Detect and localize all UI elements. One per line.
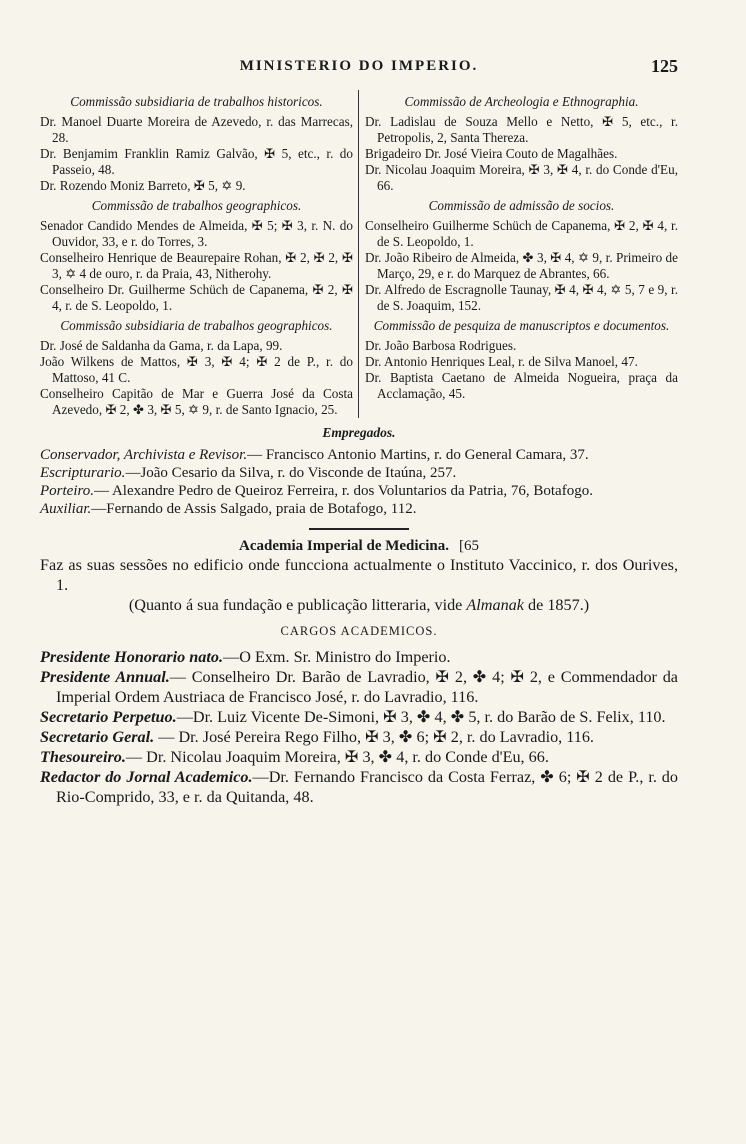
two-column-section <box>40 90 678 418</box>
section-title: Commissão subsidiaria de trabalhos historicos. <box>70 94 323 109</box>
section-title: Commissão de Archeologia e Ethnographia. <box>404 94 639 109</box>
role-label: Redactor do Jornal Academico. <box>40 768 253 786</box>
role-label: Presidente Annual. <box>40 668 170 686</box>
list-item: Dr. José de Saldanha da Gama, r. da Lapa, 99. <box>40 338 283 353</box>
list-item: Escripturario.—João Cesario da Silva, r. do Visconde de Itaúna, 257. <box>40 465 457 481</box>
section-title: Commissão de trabalhos geographicos. <box>91 198 302 213</box>
list-item: Secretario Geral. — Dr. José Pereira Rego Filho, ✠ 3, ✤ 6; ✠ 2, r. do Lavradio, 116. <box>40 728 594 746</box>
list-item: João Wilkens de Mattos, ✠ 3, ✠ 4; ✠ 2 de P., r. do Mattoso, 41 C. <box>40 354 353 385</box>
list-item: Porteiro.— Alexandre Pedro de Queiroz Ferreira, r. dos Voluntarios da Patria, 76, Botafogo. <box>40 483 593 499</box>
academia-title: Academia Imperial de Medicina. [65 <box>239 538 479 554</box>
role-label: Presidente Honorario nato. <box>40 648 224 666</box>
academia-section <box>40 555 678 807</box>
paragraph: (Quanto á sua fundação e publicação litteraria, vide Almanak de 1857.) <box>128 596 590 614</box>
section-title: Commissão subsidiaria de trabalhos geographicos. <box>60 318 333 333</box>
list-item: Redactor do Jornal Academico.—Dr. Fernando Francisco da Costa Ferraz, ✤ 6; ✠ 2 de P., r. do Rio-Comprido, 33, e r. da Quitanda, 48. <box>40 768 678 806</box>
role-label: Escripturario. <box>40 465 126 481</box>
reference-number: [65 <box>458 538 479 554</box>
role-label: Conservador, Archivista e Revisor. <box>40 447 248 463</box>
list-item: Thesoureiro.— Dr. Nicolau Joaquim Moreira, ✠ 3, ✤ 4, r. do Conde d'Eu, 66. <box>40 748 549 766</box>
list-item: Dr. Ladislau de Souza Mello e Netto, ✠ 5, etc., r. Petropolis, 2, Santa Thereza. <box>365 114 678 145</box>
paragraph: Faz as suas sessões no edificio onde funcciona actualmente o Instituto Vaccinico, r. dos Ourives, 1. <box>40 556 678 594</box>
role-label: Thesoureiro. <box>40 748 126 766</box>
list-item: Dr. Antonio Henriques Leal, r. de Silva Manoel, 47. <box>365 354 638 369</box>
list-item: Conselheiro Guilherme Schüch de Capanema, ✠ 2, ✠ 4, r. de S. Leopoldo, 1. <box>365 218 678 249</box>
role-label: Secretario Perpetuo. <box>40 708 177 726</box>
running-header <box>40 58 678 86</box>
list-item: Presidente Annual.— Conselheiro Dr. Barão de Lavradio, ✠ 2, ✤ 4; ✠ 2, e Commendador da Imperial Ordem Austriaca de Francisco José, r. do Lavradio, 116. <box>40 668 678 706</box>
cargos-title: CARGOS ACADEMICOS. <box>280 624 438 638</box>
list-item: Dr. Benjamim Franklin Ramiz Galvão, ✠ 5, etc., r. do Passeio, 48. <box>40 146 353 177</box>
list-item: Conselheiro Capitão de Mar e Guerra José da Costa Azevedo, ✠ 2, ✤ 3, ✠ 5, ✡ 9, r. de Santo Ignacio, 25. <box>40 386 353 417</box>
empregados-section <box>40 424 678 518</box>
list-item: Conservador, Archivista e Revisor.— Francisco Antonio Martins, r. do General Camara, 37. <box>40 447 589 463</box>
role-label: Porteiro. <box>40 483 95 499</box>
list-item: Brigadeiro Dr. José Vieira Couto de Magalhães. <box>365 146 618 161</box>
list-item: Dr. João Barbosa Rodrigues. <box>365 338 517 353</box>
left-column <box>40 90 359 418</box>
list-item: Secretario Perpetuo.—Dr. Luiz Vicente De-Simoni, ✠ 3, ✤ 4, ✤ 5, r. do Barão de S. Felix, 110. <box>40 708 666 726</box>
list-item: Senador Candido Mendes de Almeida, ✠ 5; ✠ 3, r. N. do Ouvidor, 33, e r. do Torres, 3. <box>40 218 353 249</box>
list-item: Conselheiro Dr. Guilherme Schüch de Capanema, ✠ 2, ✠ 4, r. de S. Leopoldo, 1. <box>40 282 353 313</box>
section-title: Commissão de pesquiza de manuscriptos e documentos. <box>373 318 670 333</box>
page <box>40 58 678 807</box>
list-item: Conselheiro Henrique de Beaurepaire Rohan, ✠ 2, ✠ 2, ✠ 3, ✡ 4 de ouro, r. da Praia, 43, Nitherohy. <box>40 250 353 281</box>
list-item: Presidente Honorario nato.—O Exm. Sr. Ministro do Imperio. <box>40 648 451 666</box>
divider <box>309 528 409 530</box>
list-item: Dr. Alfredo de Escragnolle Taunay, ✠ 4, ✠ 4, ✡ 5, 7 e 9, r. de S. Joaquim, 152. <box>365 282 678 313</box>
list-item: Dr. Baptista Caetano de Almeida Nogueira, praça da Acclamação, 45. <box>365 370 678 401</box>
list-item: Dr. Rozendo Moniz Barreto, ✠ 5, ✡ 9. <box>40 178 246 193</box>
header-title: MINISTERIO DO IMPERIO. <box>239 58 479 74</box>
list-item: Dr. Manoel Duarte Moreira de Azevedo, r. das Marrecas, 28. <box>40 114 353 145</box>
empregados-title: Empregados. <box>322 425 396 440</box>
right-column <box>359 90 678 418</box>
role-label: Secretario Geral. <box>40 728 155 746</box>
list-item: Auxiliar.—Fernando de Assis Salgado, praia de Botafogo, 112. <box>40 501 417 517</box>
section-title: Commissão de admissão de socios. <box>428 198 615 213</box>
role-label: Auxiliar. <box>40 501 92 517</box>
list-item: Dr. Nicolau Joaquim Moreira, ✠ 3, ✠ 4, r. do Conde d'Eu, 66. <box>365 162 678 193</box>
page-number: 125 <box>651 56 678 76</box>
list-item: Dr. João Ribeiro de Almeida, ✤ 3, ✠ 4, ✡ 9, r. Primeiro de Março, 29, e r. do Marquez de Abrantes, 66. <box>365 250 678 281</box>
